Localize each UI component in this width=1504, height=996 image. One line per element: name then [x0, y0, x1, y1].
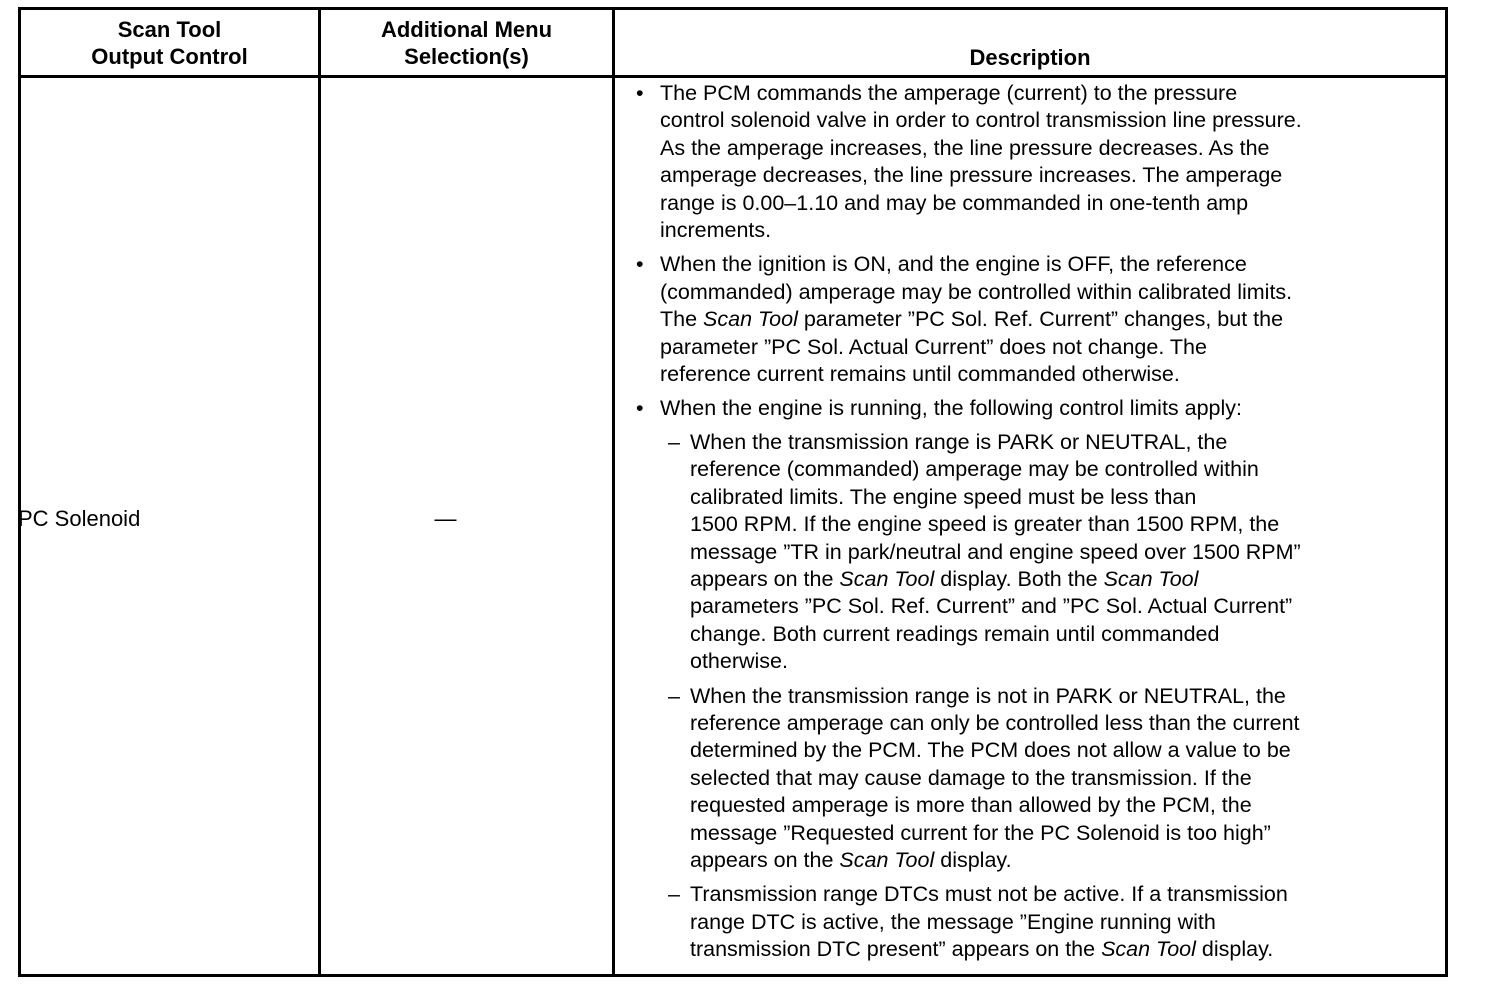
sub-list-item: – When the transmission range is not in PARK or NEUTRAL, the reference amperage can only be controlled less than the current determined by the PCM. The PCM does not allow a value to be selected that may cause damage to the transmission. If the requested amperage is more than allowed by the PCM, the message ”Requested current for the PC Solenoid is too high” appears on the Scan Tool display. — [668, 683, 1300, 872]
header-menu-selection: Additional Menu Selection(s) — [380, 16, 553, 69]
bullet-icon: • — [636, 396, 644, 421]
bullet-icon: • — [636, 81, 644, 105]
header-output-control: Scan Tool Output Control — [91, 16, 248, 69]
sub-list-item: – When the transmission range is PARK or NEUTRAL, the reference (commanded) amperage may be controlled within calibrated limits. The engine speed must be less than 1500 RPM. If the engine speed is greater than 1500 RPM, the message ”TR in park/neutral and engine speed over 1500 RPM” appears on the Scan Tool display. Both the Scan Tool parameters ”PC Sol. Ref. Current” and ”PC Sol. Actual Current” change. Both current readings remain until commanded otherwise. — [668, 429, 1301, 674]
description-cell — [632, 80, 1422, 964]
menu-selection-cell: — — [434, 506, 457, 531]
column-divider — [318, 10, 321, 974]
column-divider — [612, 10, 615, 974]
dash-icon: – — [668, 882, 680, 907]
dash-icon: – — [668, 683, 680, 708]
header-description: Description — [969, 45, 1091, 70]
bullet-icon: • — [636, 252, 644, 277]
list-item: • The PCM commands the amperage (current) to the pressure control solenoid valve in order to control transmission line pressure. As the amperage increases, the line pressure decreases. As the amperage decreases, the line pressure increases. The amperage range is 0.00–1.10 and may be commanded in one-tenth amp increments. — [636, 81, 1302, 243]
list-item: • When the ignition is ON, and the engine is OFF, the reference (commanded) amperage may be controlled within calibrated limits. The Scan Tool parameter ”PC Sol. Ref. Current” changes, but the parameter ”PC Sol. Actual Current” does not change. The reference current remains until commanded otherwise. — [636, 252, 1293, 387]
header-divider — [21, 75, 1445, 78]
output-control-cell: PC Solenoid — [18, 506, 141, 531]
dash-icon: – — [668, 429, 680, 454]
list-item: • When the engine is running, the following control limits apply: — [632, 395, 1422, 422]
sub-list-item: – Transmission range DTCs must not be active. If a transmission range DTC is active, the message ”Engine running with transmission DTC present” appears on the Scan Tool display. — [668, 882, 1288, 962]
